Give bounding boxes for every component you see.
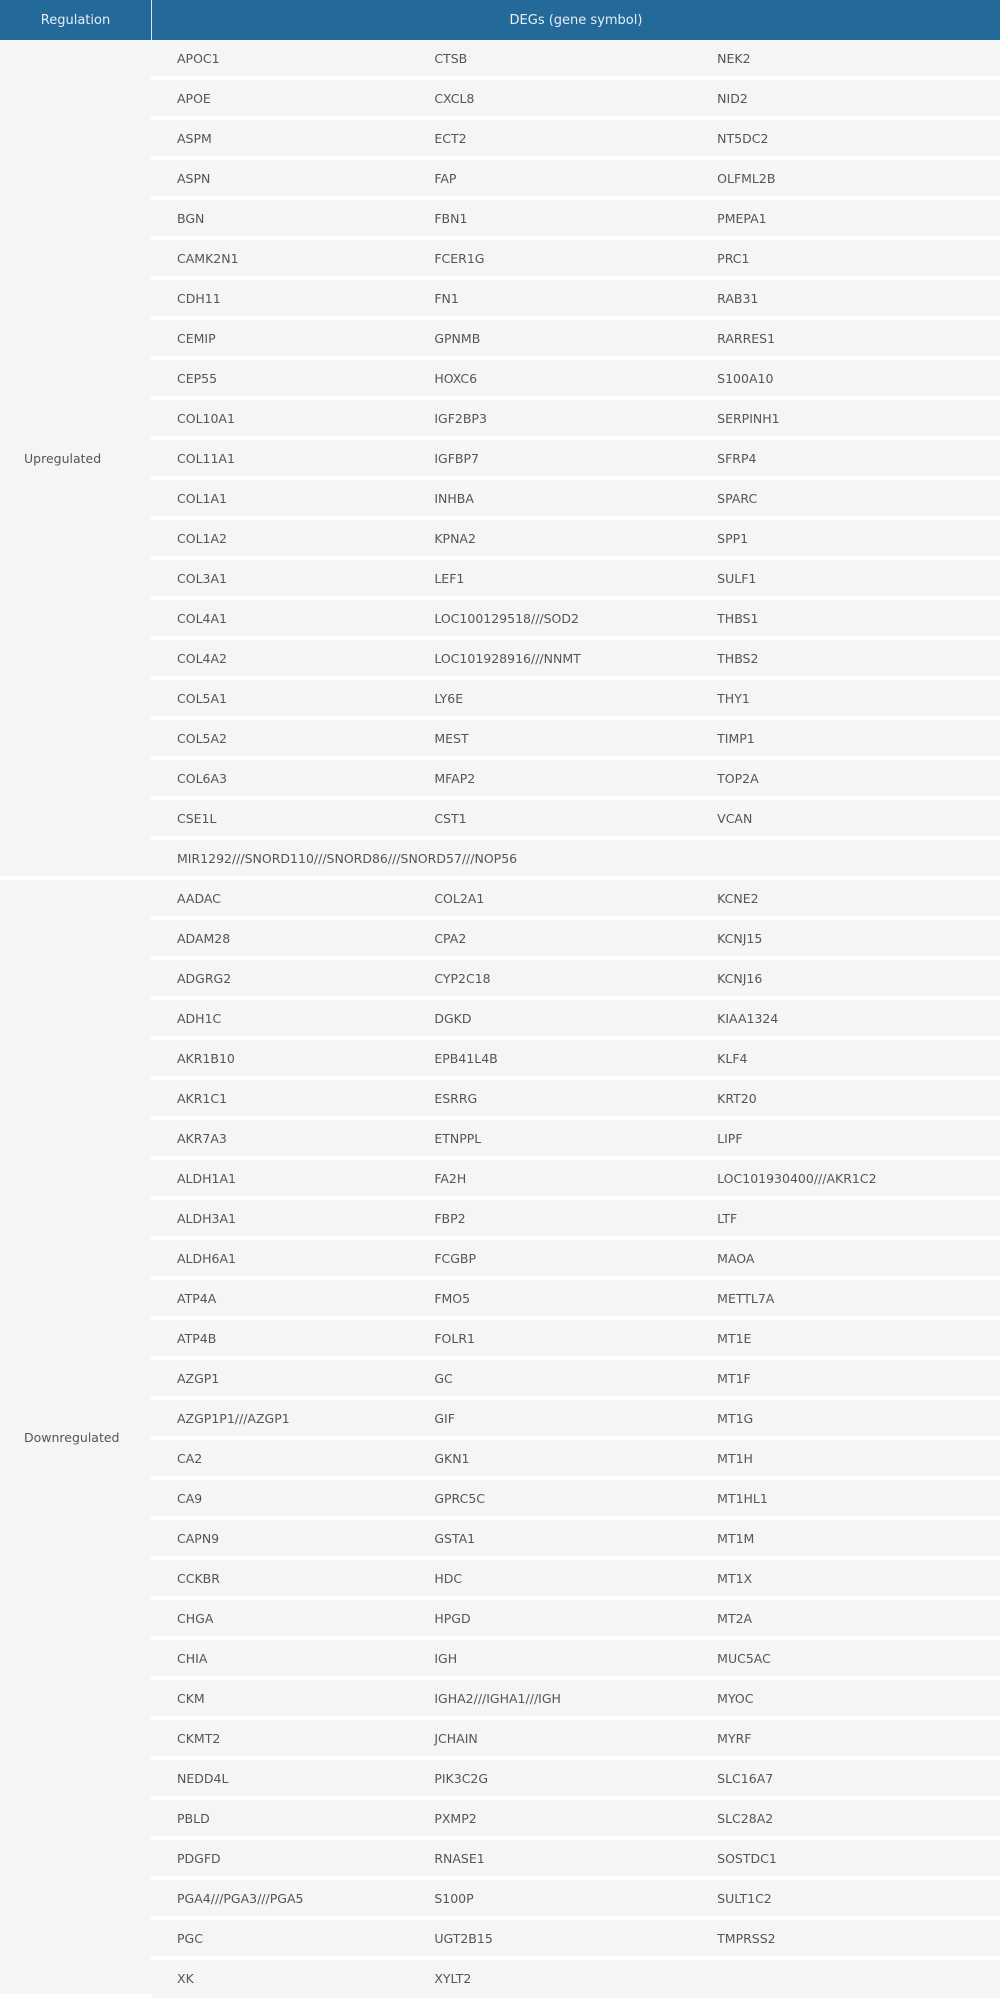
gene-cell: ADAM28: [152, 918, 435, 958]
gene-cell: MT1HL1: [717, 1478, 1000, 1518]
gene-cell: CDH11: [152, 278, 435, 318]
gene-cell: ETNPPL: [434, 1118, 717, 1158]
gene-cell: MUC5AC: [717, 1638, 1000, 1678]
regulation-cell: Downregulated: [0, 878, 152, 1996]
gene-cell: ATP4A: [152, 1278, 435, 1318]
gene-cell: CAMK2N1: [152, 238, 435, 278]
gene-cell: VCAN: [717, 798, 1000, 838]
gene-cell: IGHA2///IGHA1///IGH: [434, 1678, 717, 1718]
gene-cell: TOP2A: [717, 758, 1000, 798]
gene-cell: GPNMB: [434, 318, 717, 358]
gene-cell: RAB31: [717, 278, 1000, 318]
gene-cell: CXCL8: [434, 78, 717, 118]
gene-cell: SULF1: [717, 558, 1000, 598]
gene-cell: COL2A1: [434, 878, 717, 918]
gene-cell: COL1A2: [152, 518, 435, 558]
gene-cell: PBLD: [152, 1798, 435, 1838]
gene-cell: COL5A1: [152, 678, 435, 718]
gene-cell: MYRF: [717, 1718, 1000, 1758]
regulation-cell: Upregulated: [0, 40, 152, 878]
gene-cell: TMPRSS2: [717, 1918, 1000, 1958]
gene-cell: EPB41L4B: [434, 1038, 717, 1078]
gene-cell: FMO5: [434, 1278, 717, 1318]
gene-cell: SERPINH1: [717, 398, 1000, 438]
gene-cell: NEDD4L: [152, 1758, 435, 1798]
gene-cell: CAPN9: [152, 1518, 435, 1558]
gene-cell: PGA4///PGA3///PGA5: [152, 1878, 435, 1918]
gene-cell: THY1: [717, 678, 1000, 718]
gene-cell: ASPN: [152, 158, 435, 198]
gene-cell: ECT2: [434, 118, 717, 158]
gene-cell: COL3A1: [152, 558, 435, 598]
gene-cell: HDC: [434, 1558, 717, 1598]
gene-cell: IGH: [434, 1638, 717, 1678]
gene-cell: GIF: [434, 1398, 717, 1438]
gene-cell: FBN1: [434, 198, 717, 238]
gene-cell: NEK2: [717, 40, 1000, 78]
gene-cell: INHBA: [434, 478, 717, 518]
gene-cell: AZGP1: [152, 1358, 435, 1398]
gene-cell: XYLT2: [434, 1958, 717, 1996]
gene-cell: MT2A: [717, 1598, 1000, 1638]
gene-cell: COL5A2: [152, 718, 435, 758]
gene-cell: SPARC: [717, 478, 1000, 518]
gene-cell: LIPF: [717, 1118, 1000, 1158]
gene-cell: LY6E: [434, 678, 717, 718]
gene-cell: JCHAIN: [434, 1718, 717, 1758]
gene-cell: FOLR1: [434, 1318, 717, 1358]
gene-cell: FBP2: [434, 1198, 717, 1238]
gene-cell: RNASE1: [434, 1838, 717, 1878]
gene-cell: DGKD: [434, 998, 717, 1038]
gene-cell: SOSTDC1: [717, 1838, 1000, 1878]
gene-cell: CYP2C18: [434, 958, 717, 998]
gene-cell: CPA2: [434, 918, 717, 958]
gene-cell: LOC101930400///AKR1C2: [717, 1158, 1000, 1198]
gene-cell: MT1E: [717, 1318, 1000, 1358]
gene-cell: AKR1C1: [152, 1078, 435, 1118]
gene-cell: LTF: [717, 1198, 1000, 1238]
gene-cell: KCNE2: [717, 878, 1000, 918]
gene-cell: ASPM: [152, 118, 435, 158]
gene-cell: MT1X: [717, 1558, 1000, 1598]
gene-cell: ALDH6A1: [152, 1238, 435, 1278]
table-row: [0, 40, 1000, 78]
gene-cell: ADGRG2: [152, 958, 435, 998]
gene-cell: METTL7A: [717, 1278, 1000, 1318]
gene-cell: CST1: [434, 798, 717, 838]
gene-cell: HPGD: [434, 1598, 717, 1638]
gene-cell: CSE1L: [152, 798, 435, 838]
gene-cell: FAP: [434, 158, 717, 198]
gene-cell: GKN1: [434, 1438, 717, 1478]
gene-cell: KRT20: [717, 1078, 1000, 1118]
gene-cell: FN1: [434, 278, 717, 318]
table-row: [0, 878, 1000, 918]
gene-cell: APOC1: [152, 40, 435, 78]
gene-cell: COL4A1: [152, 598, 435, 638]
gene-cell: ALDH1A1: [152, 1158, 435, 1198]
gene-cell: THBS2: [717, 638, 1000, 678]
gene-cell: KPNA2: [434, 518, 717, 558]
gene-cell: CHGA: [152, 1598, 435, 1638]
header-row: [0, 0, 1000, 40]
gene-cell: GSTA1: [434, 1518, 717, 1558]
gene-cell: KCNJ16: [717, 958, 1000, 998]
gene-cell: SFRP4: [717, 438, 1000, 478]
gene-cell: COL1A1: [152, 478, 435, 518]
gene-cell: KIAA1324: [717, 998, 1000, 1038]
gene-cell: IGF2BP3: [434, 398, 717, 438]
gene-cell: NT5DC2: [717, 118, 1000, 158]
gene-cell: HOXC6: [434, 358, 717, 398]
header-regulation: Regulation: [0, 0, 152, 40]
gene-cell: PDGFD: [152, 1838, 435, 1878]
gene-cell: TIMP1: [717, 718, 1000, 758]
gene-cell: MFAP2: [434, 758, 717, 798]
gene-cell: MAOA: [717, 1238, 1000, 1278]
gene-cell: CHIA: [152, 1638, 435, 1678]
gene-cell: S100P: [434, 1878, 717, 1918]
gene-cell: BGN: [152, 198, 435, 238]
gene-cell: CA2: [152, 1438, 435, 1478]
gene-cell: GC: [434, 1358, 717, 1398]
gene-cell: AADAC: [152, 878, 435, 918]
gene-cell: KLF4: [717, 1038, 1000, 1078]
gene-cell: MT1H: [717, 1438, 1000, 1478]
gene-cell: THBS1: [717, 598, 1000, 638]
gene-cell: LEF1: [434, 558, 717, 598]
gene-cell: MT1G: [717, 1398, 1000, 1438]
gene-cell: S100A10: [717, 358, 1000, 398]
gene-cell: MT1F: [717, 1358, 1000, 1398]
gene-cell: IGFBP7: [434, 438, 717, 478]
gene-cell: CEP55: [152, 358, 435, 398]
gene-cell: CTSB: [434, 40, 717, 78]
gene-cell: PIK3C2G: [434, 1758, 717, 1798]
gene-cell: MIR1292///SNORD110///SNORD86///SNORD57///NOP56: [152, 838, 1000, 878]
gene-cell: UGT2B15: [434, 1918, 717, 1958]
gene-cell: SLC28A2: [717, 1798, 1000, 1838]
gene-cell: APOE: [152, 78, 435, 118]
header-degs: DEGs (gene symbol): [152, 0, 1000, 40]
gene-cell: GPRC5C: [434, 1478, 717, 1518]
gene-cell: CCKBR: [152, 1558, 435, 1598]
gene-cell: OLFML2B: [717, 158, 1000, 198]
gene-cell: COL11A1: [152, 438, 435, 478]
gene-cell: FCER1G: [434, 238, 717, 278]
gene-cell: PRC1: [717, 238, 1000, 278]
gene-cell: FA2H: [434, 1158, 717, 1198]
gene-cell: RARRES1: [717, 318, 1000, 358]
gene-cell: PXMP2: [434, 1798, 717, 1838]
gene-cell: [717, 1958, 1000, 1996]
gene-cell: COL4A2: [152, 638, 435, 678]
table-body: [0, 40, 1000, 1996]
gene-cell: COL10A1: [152, 398, 435, 438]
gene-cell: CEMIP: [152, 318, 435, 358]
gene-cell: SPP1: [717, 518, 1000, 558]
gene-cell: SULT1C2: [717, 1878, 1000, 1918]
gene-cell: SLC16A7: [717, 1758, 1000, 1798]
gene-cell: CA9: [152, 1478, 435, 1518]
gene-cell: ALDH3A1: [152, 1198, 435, 1238]
gene-cell: KCNJ15: [717, 918, 1000, 958]
gene-cell: CKMT2: [152, 1718, 435, 1758]
gene-cell: PMEPA1: [717, 198, 1000, 238]
gene-cell: ATP4B: [152, 1318, 435, 1358]
gene-cell: CKM: [152, 1678, 435, 1718]
gene-cell: PGC: [152, 1918, 435, 1958]
gene-cell: LOC100129518///SOD2: [434, 598, 717, 638]
gene-cell: ADH1C: [152, 998, 435, 1038]
gene-cell: AKR1B10: [152, 1038, 435, 1078]
gene-cell: AKR7A3: [152, 1118, 435, 1158]
gene-cell: MEST: [434, 718, 717, 758]
gene-cell: COL6A3: [152, 758, 435, 798]
gene-cell: MT1M: [717, 1518, 1000, 1558]
gene-cell: LOC101928916///NNMT: [434, 638, 717, 678]
gene-cell: FCGBP: [434, 1238, 717, 1278]
gene-cell: MYOC: [717, 1678, 1000, 1718]
gene-cell: NID2: [717, 78, 1000, 118]
gene-cell: ESRRG: [434, 1078, 717, 1118]
gene-cell: AZGP1P1///AZGP1: [152, 1398, 435, 1438]
gene-cell: XK: [152, 1958, 435, 1996]
